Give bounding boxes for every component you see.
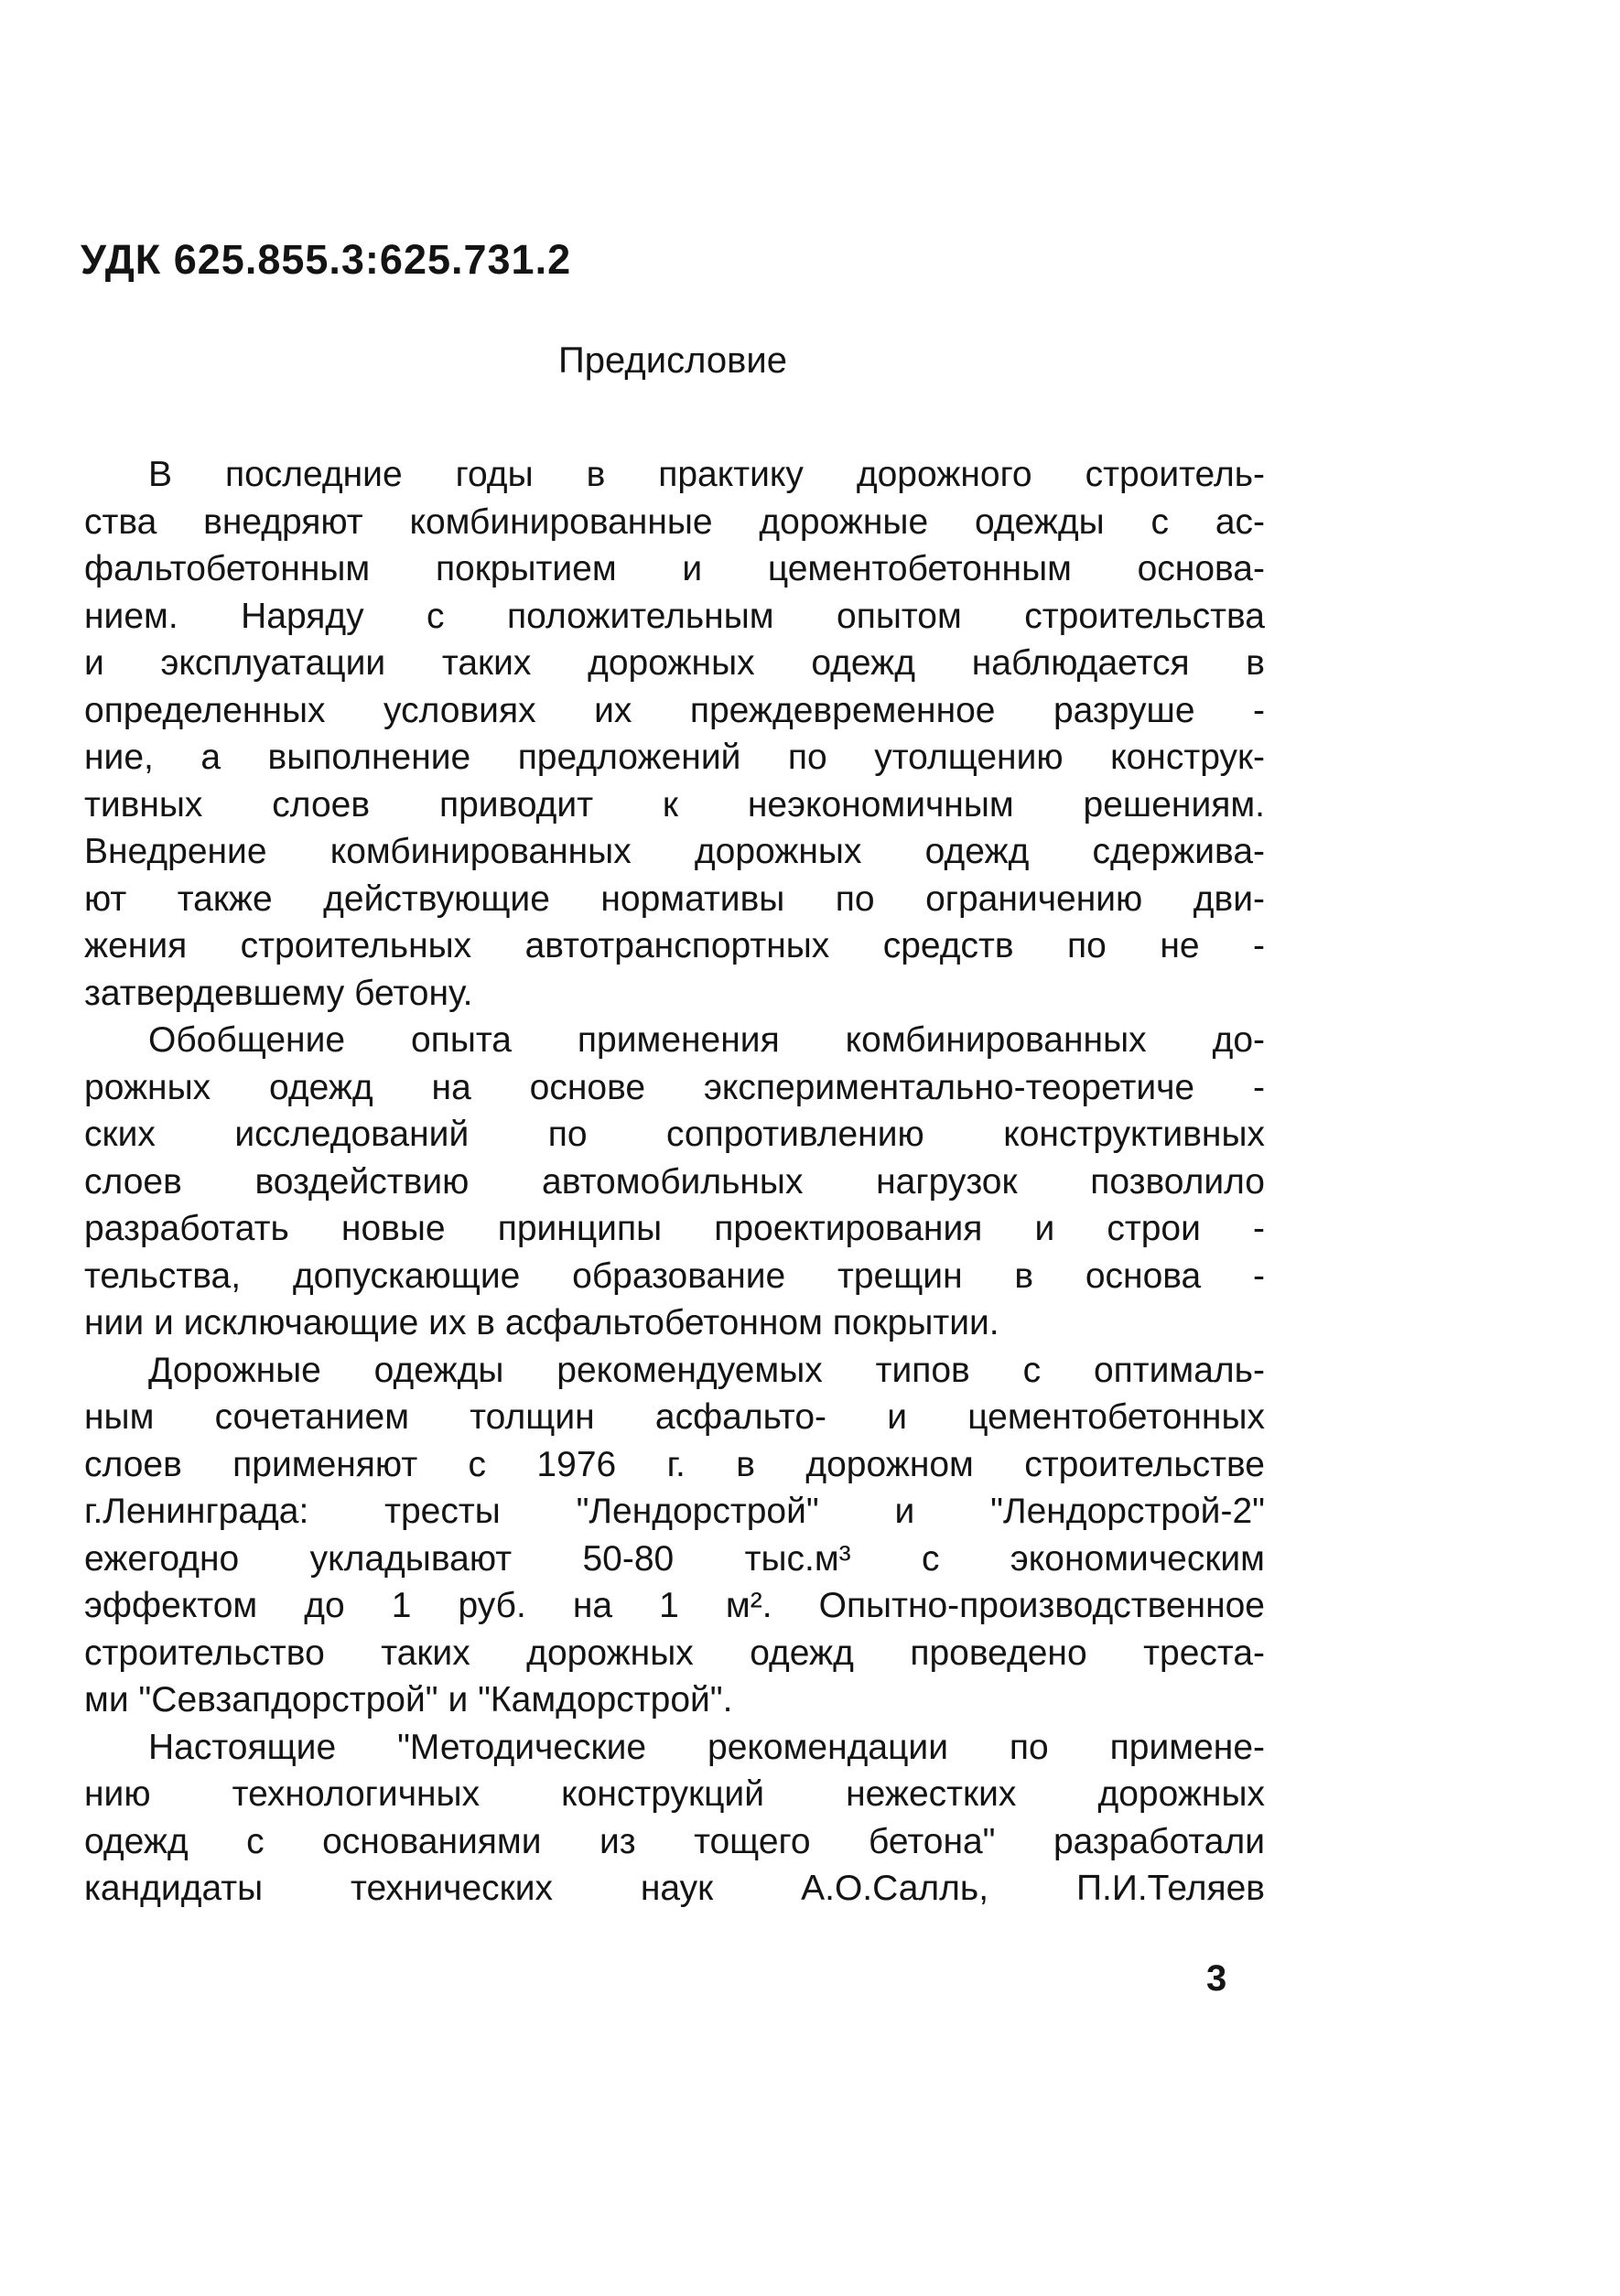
text-line: В последние годы в практику дорожного строитель- — [148, 455, 1265, 494]
text-line: кандидаты технических наук А.О.Салль, П.И.Теляев — [84, 1869, 1265, 1908]
text-line: строительство таких дорожных одежд проведено треста- — [84, 1633, 1265, 1673]
paragraph-1 — [84, 451, 1265, 1017]
text-line: г.Ленинграда: тресты "Лендорстрой" и "Лендорстрой-2" — [84, 1492, 1265, 1531]
text-line: нии и исключающие их в асфальтобетонном покрытии. — [84, 1303, 999, 1342]
udk-code: УДК 625.855.3:625.731.2 — [81, 236, 572, 283]
text-line: тивных слоев приводит к неэкономичным решениям. — [84, 784, 1265, 825]
text-line: ми "Севзапдорстрой" и "Камдорстрой". — [84, 1680, 733, 1719]
text-line: Обобщение опыта применения комбинированных до- — [148, 1020, 1265, 1060]
paragraph-3 — [84, 1347, 1265, 1724]
text-line: Дорожные одежды рекомендуемых типов с оптималь- — [148, 1350, 1265, 1390]
text-line: слоев применяют с 1976 г. в дорожном строительстве — [84, 1444, 1265, 1484]
page-title: Предисловие — [558, 340, 787, 381]
text-line: ства внедряют комбинированные дорожные одежды с ас- — [84, 501, 1265, 542]
text-line: слоев воздействию автомобильных нагрузок позволило — [84, 1161, 1265, 1202]
text-line: ние, а выполнение предложений по утолщению конструк- — [84, 738, 1265, 777]
paragraph-2 — [84, 1017, 1265, 1347]
text-line: тельства, допускающие образование трещин в основа - — [84, 1256, 1265, 1296]
page-number: 3 — [1206, 1958, 1227, 1999]
text-line: нию технологичных конструкций нежестких дорожных — [84, 1774, 1265, 1814]
text-line: фальтобетонным покрытием и цементобетонным основа- — [84, 549, 1265, 588]
text-line: Внедрение комбинированных дорожных одежд сдержива- — [84, 832, 1265, 871]
text-line: нием. Наряду с положительным опытом строительства — [84, 596, 1265, 636]
text-line: ских исследований по сопротивлению конструктивных — [84, 1115, 1265, 1154]
text-line: жения строительных автотранспортных средств по не - — [84, 926, 1265, 965]
text-line: ют также действующие нормативы по ограничению дви- — [84, 879, 1265, 919]
text-line: одежд с основаниями из тощего бетона" разработали — [84, 1821, 1265, 1861]
text-line: определенных условиях их преждевременное разруше - — [84, 690, 1265, 730]
text-line: Настоящие "Методические рекомендации по примене- — [148, 1727, 1265, 1767]
text-line: затвердевшему бетону. — [84, 973, 473, 1013]
text-line: разработать новые принципы проектирования и строи - — [84, 1209, 1265, 1248]
text-line: ным сочетанием толщин асфальто- и цементобетонных — [84, 1397, 1265, 1437]
body-text — [84, 451, 1265, 1913]
paragraph-4 — [84, 1724, 1265, 1913]
text-line: рожных одежд на основе экспериментально-теоретиче - — [84, 1067, 1265, 1107]
text-line: эффектом до 1 руб. на 1 м². Опытно-производственное — [84, 1586, 1265, 1625]
text-line: и эксплуатации таких дорожных одежд наблюдается в — [84, 643, 1265, 683]
text-line: ежегодно укладывают 50-80 тыс.м³ с экономическим — [84, 1538, 1265, 1579]
